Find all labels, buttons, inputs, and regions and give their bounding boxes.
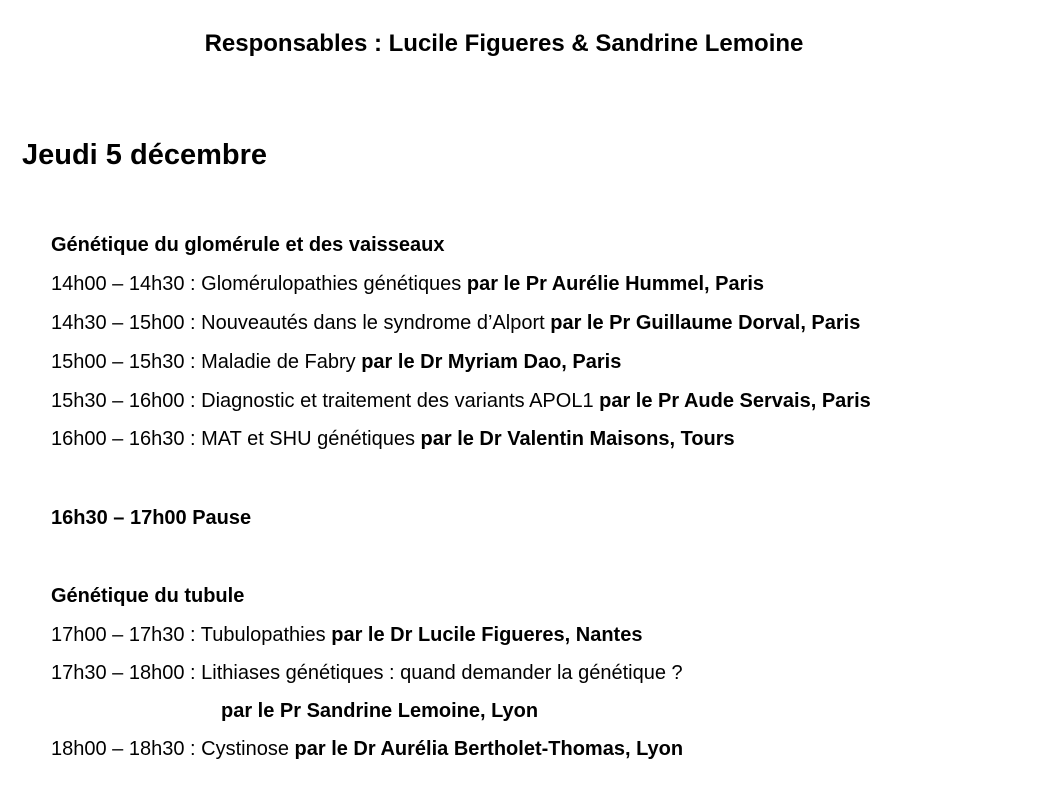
- program-line: [51, 624, 642, 647]
- talk-time: 16h00 – 16h30 :: [51, 428, 202, 450]
- talk-topic: Glomérulopathies génétiques: [201, 273, 467, 295]
- program-line: [51, 273, 764, 296]
- talk-topic: Nouveautés dans le syndrome d’Alport: [201, 312, 551, 334]
- talk-time: 15h30 – 16h00 :: [51, 390, 202, 412]
- talk-speaker: par le Pr Aude Servais, Paris: [599, 390, 871, 412]
- program-line: [51, 662, 683, 685]
- responsables-heading: Responsables : Lucile Figueres & Sandrine Lemoine: [204, 30, 804, 57]
- talk-speaker: par le Dr Myriam Dao, Paris: [361, 351, 622, 373]
- talk-time: 14h00 – 14h30 :: [51, 273, 202, 295]
- section-title-tubule: Génétique du tubule: [51, 585, 245, 607]
- talk-time: 17h30 – 18h00 :: [51, 662, 202, 684]
- talk-time: 14h30 – 15h00 :: [51, 312, 202, 334]
- talk-speaker: par le Dr Valentin Maisons, Tours: [420, 428, 735, 450]
- talk-speaker: par le Pr Aurélie Hummel, Paris: [466, 273, 765, 295]
- program-line: [51, 390, 871, 413]
- program-line: [51, 351, 621, 374]
- pause-line: 16h30 – 17h00 Pause: [51, 507, 252, 529]
- talk-time: 18h00 – 18h30 :: [51, 738, 202, 760]
- program-line: [51, 738, 683, 761]
- talk-speaker: par le Dr Lucile Figueres, Nantes: [331, 624, 643, 646]
- talk-speaker: par le Dr Aurélia Bertholet-Thomas, Lyon: [294, 738, 684, 760]
- talk-speaker: par le Pr Guillaume Dorval, Paris: [550, 312, 861, 334]
- talk-topic: Tubulopathies: [200, 624, 332, 646]
- talk-time: 15h00 – 15h30 :: [51, 351, 202, 373]
- day-title: Jeudi 5 décembre: [22, 139, 267, 171]
- talk-topic: Cystinose: [201, 738, 295, 760]
- talk-speaker: par le Pr Sandrine Lemoine, Lyon: [221, 700, 539, 722]
- section-title-glomerule: Génétique du glomérule et des vaisseaux: [51, 234, 445, 256]
- talk-topic: Maladie de Fabry: [201, 351, 362, 373]
- talk-topic: Lithiases génétiques : quand demander la génétique ?: [201, 662, 683, 684]
- talk-topic: Diagnostic et traitement des variants APOL1: [201, 390, 600, 412]
- program-line: [51, 312, 860, 335]
- talk-time: 17h00 – 17h30 :: [51, 624, 201, 646]
- talk-topic: MAT et SHU génétiques: [201, 428, 421, 450]
- program-line: [51, 428, 735, 451]
